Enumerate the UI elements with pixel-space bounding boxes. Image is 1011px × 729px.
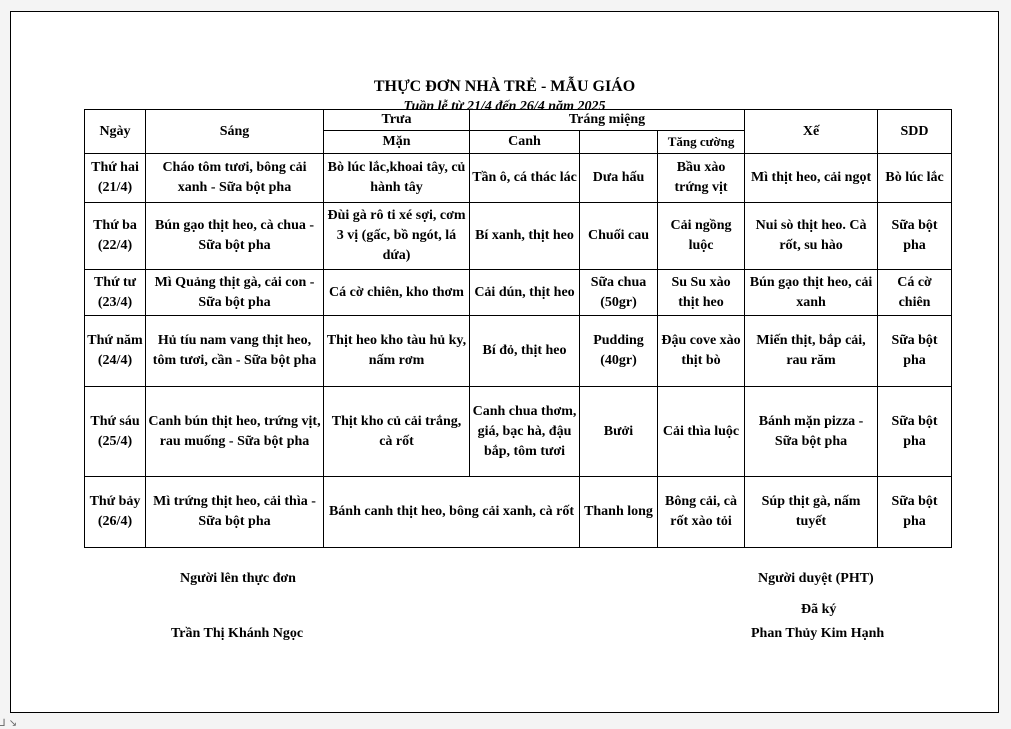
col-dessert-header: Tráng miệng [470,110,745,131]
creator-name: Trần Thị Khánh Ngọc [171,626,304,641]
table-row [85,270,952,316]
savory-cell: Thịt kho củ cải trắng, cà rốt [324,387,470,477]
soup-cell: Canh chua thơm, giá, bạc hà, đậu bắp, tôm tươi [470,387,580,477]
col-lunch-header: Trưa [324,110,470,131]
breakfast-cell: Cháo tôm tươi, bông cải xanh - Sữa bột pha [146,154,324,203]
afternoon-cell: Súp thịt gà, nấm tuyết [745,477,878,548]
creator-label: Người lên thực đơn [180,571,296,586]
dessert-cell: Bưởi [580,387,658,477]
breakfast-cell: Hủ tíu nam vang thịt heo, tôm tươi, cần - Sữa bột pha [146,316,324,387]
col-day-header: Ngày [85,110,146,154]
table-row [85,154,952,203]
col-savory-header: Mặn [324,131,470,154]
sdd-cell: Sữa bột pha [878,203,952,270]
extra-cell: Bầu xào trứng vịt [658,154,745,203]
day-cell: Thứ hai (21/4) [85,154,146,203]
day-cell: Thứ sáu (25/4) [85,387,146,477]
sdd-cell: Sữa bột pha [878,316,952,387]
table-row [85,477,952,548]
afternoon-cell: Bánh mặn pizza - Sữa bột pha [745,387,878,477]
savory-cell: Cá cờ chiên, kho thơm [324,270,470,316]
extra-cell: Bông cải, cà rốt xào tỏi [658,477,745,548]
page-subtitle: Tuần lễ từ 21/4 đến 26/4 năm 2025 [403,99,606,114]
page-title: THỰC ĐƠN NHÀ TRẺ - MẪU GIÁO [373,78,636,95]
day-cell: Thứ tư (23/4) [85,270,146,316]
corner-mark: ⅃ ↘ [0,718,18,729]
lunch-merged-cell: Bánh canh thịt heo, bông cải xanh, cà rốt [324,477,580,548]
table-row [85,316,952,387]
approver-status: Đã ký [801,602,837,617]
dessert-cell: Dưa hấu [580,154,658,203]
col-breakfast-header: Sáng [146,110,324,154]
savory-cell: Bò lúc lắc,khoai tây, củ hành tây [324,154,470,203]
dessert-cell: Pudding (40gr) [580,316,658,387]
approver-label: Người duyệt (PHT) [758,571,874,586]
soup-cell: Bí đỏ, thịt heo [470,316,580,387]
day-cell: Thứ ba (22/4) [85,203,146,270]
col-soup-header: Canh [470,131,580,154]
approver-name: Phan Thủy Kim Hạnh [751,626,885,641]
sdd-cell: Sữa bột pha [878,477,952,548]
extra-cell: Su Su xào thịt heo [658,270,745,316]
sdd-cell: Cá cờ chiên [878,270,952,316]
afternoon-cell: Miến thịt, bắp cải, rau răm [745,316,878,387]
menu-table [84,109,952,548]
sdd-cell: Bò lúc lắc [878,154,952,203]
soup-cell: Tần ô, cá thác lác [470,154,580,203]
col-afternoon-header: Xế [745,110,878,154]
col-sdd-header: SDD [878,110,952,154]
afternoon-cell: Mì thịt heo, cải ngọt [745,154,878,203]
day-cell: Thứ bảy (26/4) [85,477,146,548]
table-row [85,387,952,477]
extra-cell: Đậu cove xào thịt bò [658,316,745,387]
afternoon-cell: Bún gạo thịt heo, cải xanh [745,270,878,316]
extra-cell: Cải thìa luộc [658,387,745,477]
breakfast-cell: Canh bún thịt heo, trứng vịt, rau muống - Sữa bột pha [146,387,324,477]
extra-cell: Cải ngồng luộc [658,203,745,270]
header-row [85,110,952,131]
breakfast-cell: Mì Quảng thịt gà, cải con - Sữa bột pha [146,270,324,316]
afternoon-cell: Nui sò thịt heo. Cà rốt, su hào [745,203,878,270]
savory-cell: Thịt heo kho tàu hủ ky, nấm rơm [324,316,470,387]
soup-cell: Bí xanh, thịt heo [470,203,580,270]
col-extra-header: Tăng cường [658,131,745,154]
sdd-cell: Sữa bột pha [878,387,952,477]
breakfast-cell: Mì trứng thịt heo, cải thìa - Sữa bột pha [146,477,324,548]
dessert-cell: Chuối cau [580,203,658,270]
day-cell: Thứ năm (24/4) [85,316,146,387]
table-row [85,203,952,270]
col-dessert-sub-empty [580,131,658,154]
savory-cell: Đùi gà rô ti xé sợi, cơm 3 vị (gấc, bồ ngót, lá dứa) [324,203,470,270]
breakfast-cell: Bún gạo thịt heo, cà chua - Sữa bột pha [146,203,324,270]
dessert-cell: Thanh long [580,477,658,548]
soup-cell: Cải dún, thịt heo [470,270,580,316]
dessert-cell: Sữa chua (50gr) [580,270,658,316]
